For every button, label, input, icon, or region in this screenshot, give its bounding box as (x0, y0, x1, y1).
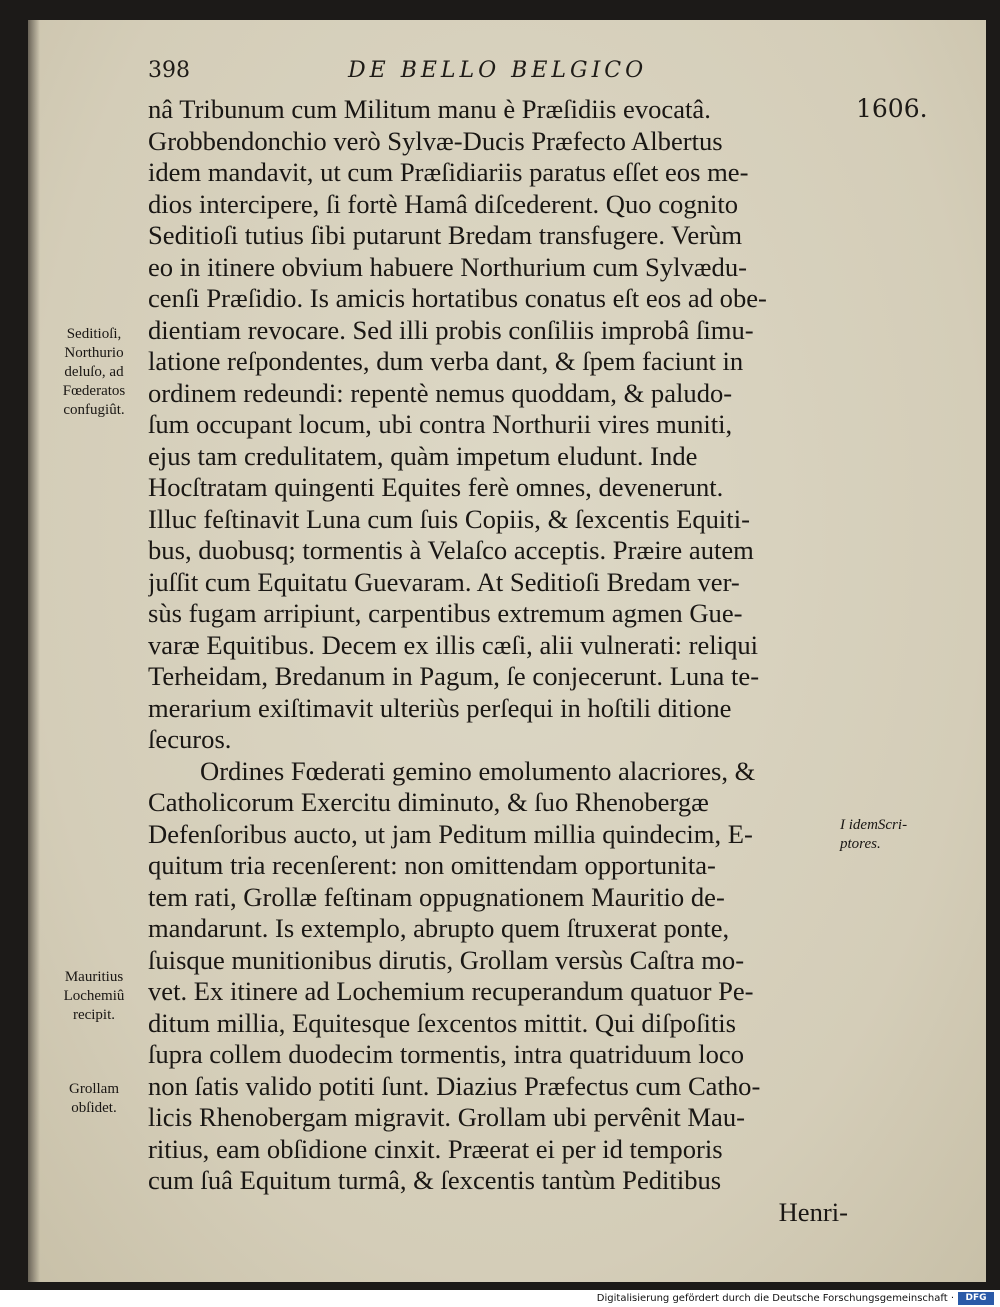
margin-note-idem-scriptores (840, 816, 960, 854)
margin-note-line: Northurio (64, 345, 124, 361)
margin-note-line: Mauritius (64, 969, 124, 985)
catchword: Henri- (778, 1196, 848, 1227)
body-text (148, 94, 848, 1228)
text-line: mandarunt. Is extemplo, abrupto quem ſtruxerat ponte, (148, 913, 730, 943)
text-line: vet. Ex itinere ad Lochemium recuperandum quatuor Pe- (148, 976, 754, 1006)
text-line: cenſi Præſidio. Is amicis hortatibus conatus eſt eos ad obe- (148, 283, 767, 313)
running-title: DE BELLO BELGICO (348, 58, 648, 83)
text-line: nâ Tribunum cum Militum manu è Præſidiis evocatâ. (148, 94, 711, 124)
text-line: idem mandavit, ut cum Præſidiariis paratus eſſet eos me- (148, 157, 749, 187)
text-line: sùs fugam arripiunt, carpentibus extremum agmen Gue- (148, 598, 743, 628)
text-line: juſſit cum Equitatu Guevaram. At Seditioſi Bredam ver- (148, 566, 740, 597)
text-line: ſuisque munitionibus dirutis, Grollam versùs Caſtra mo- (148, 944, 745, 975)
text-line: ſum occupant locum, ubi contra Northurii vires muniti, (148, 409, 733, 439)
text-line: Grobbendonchio verò Sylvæ-Ducis Præfecto Albertus (148, 125, 723, 156)
margin-note-line: Lochemiû (63, 988, 125, 1004)
text-line: Seditioſi tutius ſibi putarunt Bredam transfugere. Verùm (148, 220, 743, 250)
text-line: dientiam revocare. Sed illi probis conſiliis improbâ ſimu- (148, 314, 754, 345)
text-line: ſupra collem duodecim tormentis, intra quatriduum loco (148, 1039, 744, 1069)
dfg-logo: DFG (958, 1292, 994, 1305)
text-line: licis Rhenobergam migravit. Grollam ubi pervênit Mau- (148, 1102, 745, 1132)
text-line: bus, duobusq; tormentis à Velaſco acceptis. Præire autem (148, 535, 754, 565)
text-line: ditum millia, Equitesque ſexcentos mittit. Qui diſpoſitis (148, 1007, 736, 1038)
text-line: quitum tria recenſerent: non omittendam opportunita- (148, 850, 716, 880)
margin-note-mauritius-lochemium (44, 968, 144, 1025)
margin-note-seditiosi (44, 325, 144, 420)
text-line: Catholicorum Exercitu diminuto, & ſuo Rhenobergæ (148, 787, 709, 817)
text-line: merarium exiſtimavit ulteriùs perſequi in hoſtili ditione (148, 692, 732, 723)
text-line: dios intercipere, ſi fortè Hamâ diſcederent. Quo cognito (148, 188, 739, 219)
text-line: Ordines Fœderati gemino emolumento alacriores, & (200, 755, 756, 786)
text-line: ritius, eam obſidione cinxit. Præerat ei per id temporis (148, 1133, 723, 1164)
text-line: ſecuros. (148, 724, 232, 754)
margin-note-line: deluſo, ad (64, 364, 124, 380)
page-number: 398 (148, 58, 190, 83)
text-line: Terheidam, Bredanum in Pagum, ſe conjecerunt. Luna te- (148, 661, 760, 691)
text-line: Hocſtratam quingenti Equites ferè omnes, devenerunt. (148, 472, 724, 502)
text-line: Defenſoribus aucto, ut jam Peditum millia quindecim, E- (148, 818, 753, 849)
text-line: cum ſuâ Equitum turmâ, & ſexcentis tantùm Peditibus (148, 1165, 722, 1195)
page-gutter-shadow (28, 20, 40, 1282)
margin-note-line: Grollam (69, 1081, 119, 1097)
margin-note-line: I idemScri- (840, 817, 908, 833)
text-line: ordinem redeundi: repentè nemus quoddam, & paludo- (148, 377, 733, 408)
text-line: Illuc feſtinavit Luna cum ſuis Copiis, & ſexcentis Equiti- (148, 503, 750, 534)
margin-note-line: ptores. (840, 836, 881, 852)
text-line: varæ Equitibus. Decem ex illis cæſi, alii vulnerati: reliqui (148, 629, 759, 660)
margin-note-line: recipit. (72, 1007, 116, 1023)
margin-note-grollam (44, 1080, 144, 1118)
text-line: tem rati, Grollæ feſtinam oppugnationem Mauritio de- (148, 881, 725, 912)
text-line: eo in itinere obvium habuere Northurium cum Sylvædu- (148, 251, 747, 282)
margin-note-line: confugiût. (63, 402, 125, 418)
text-line: latione reſpondentes, dum verba dant, & ſpem faciunt in (148, 346, 744, 376)
margin-note-line: Seditioſi, (66, 326, 122, 342)
margin-note-line: obſidet. (71, 1100, 117, 1116)
year-marginal: 1606. (856, 94, 928, 123)
text-line: ejus tam credulitatem, quàm impetum eludunt. Inde (148, 440, 698, 471)
text-line: non ſatis valido potiti ſunt. Diazius Præfectus cum Catho- (148, 1070, 761, 1101)
footer-credit: Digitalisierung gefördert durch die Deutsche Forschungsgemeinschaft · (596, 1293, 954, 1304)
margin-note-line: Fœderatos (62, 383, 126, 399)
